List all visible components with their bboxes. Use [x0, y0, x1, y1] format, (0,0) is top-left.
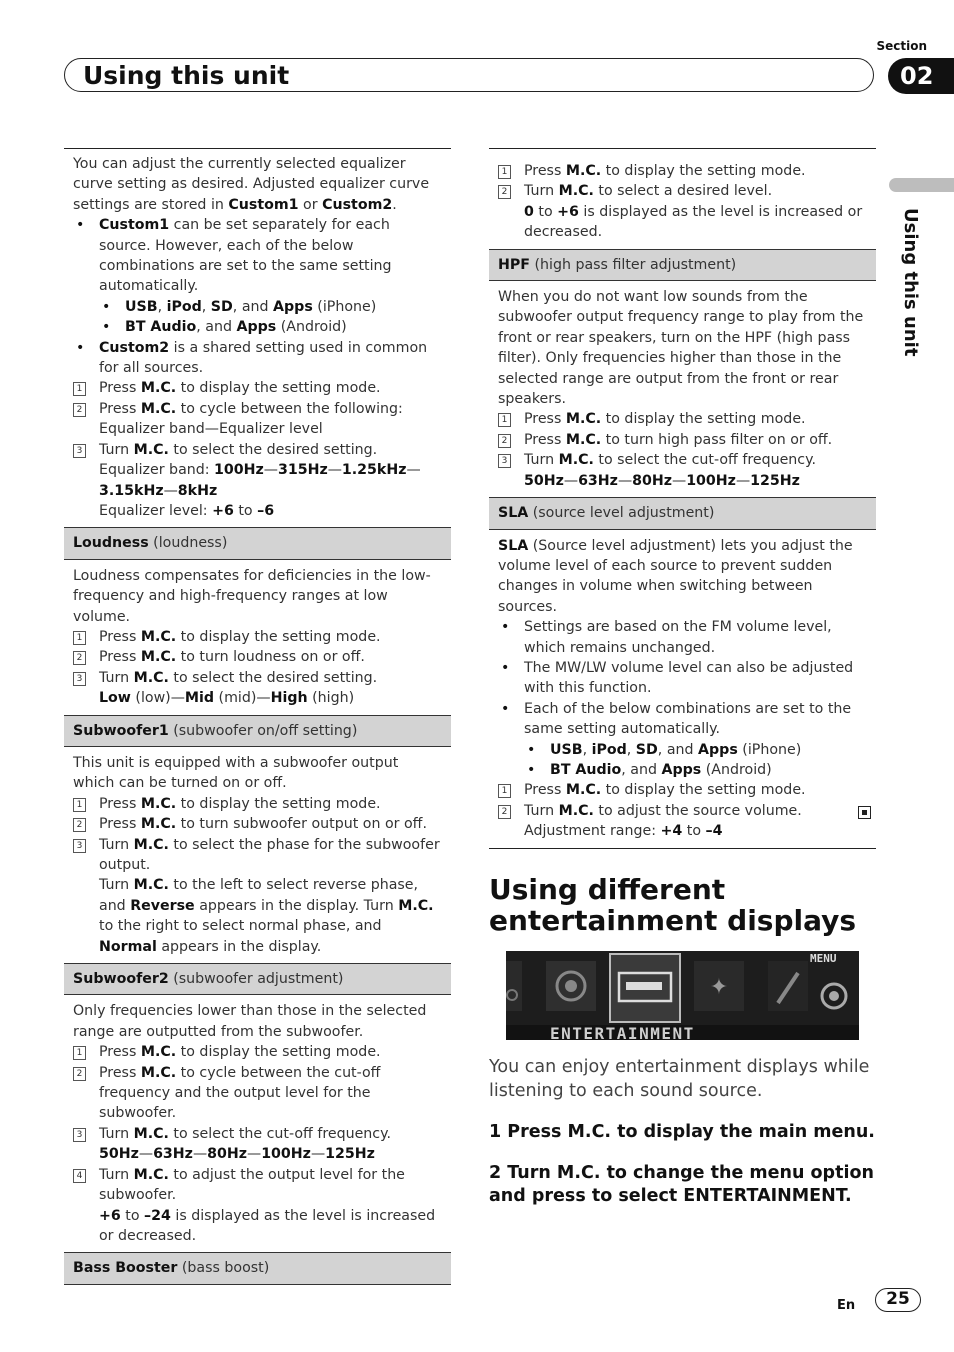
list-item: • BT Audio, and Apps (Android): [73, 317, 442, 337]
list-item: • The MW/LW volume level can also be adjusted with this function.: [498, 658, 867, 699]
step-item: 1 Press M.C. to display the setting mode.: [73, 627, 442, 647]
step-item: 1 Press M.C. to display the setting mode.: [73, 794, 442, 814]
eq-level-values: Equalizer level: +6 to –6: [99, 502, 275, 519]
hpf-header: HPF (high pass filter adjustment): [489, 249, 876, 281]
step-item: 2 Press M.C. to turn high pass filter on or off.: [498, 430, 867, 450]
screen-menu-label: MENU: [810, 952, 837, 965]
step-item: 4 Turn M.C. to adjust the output level for the subwoofer.: [73, 1165, 442, 1206]
subwoofer2-freqs: 50Hz—63Hz—80Hz—100Hz—125Hz: [99, 1146, 375, 1163]
step-item: 3 Turn M.C. to select the phase for the subwoofer output.: [73, 835, 442, 876]
page-title-bar: [64, 58, 874, 92]
bass-booster-level: 0 to +6 is displayed as the level is increased or decreased.: [524, 203, 863, 241]
step-2-heading: 2 Turn M.C. to change the menu option and press to select ENTERTAINMENT.: [489, 1163, 874, 1206]
loudness-desc: Loudness compensates for deficiencies in the low-frequency and high-frequency ranges at low volume.: [73, 567, 431, 625]
step-1-heading: 1 Press M.C. to display the main menu.: [489, 1122, 875, 1142]
right-column: [489, 148, 876, 849]
subwoofer1-header: Subwoofer1 (subwoofer on/off setting): [64, 715, 451, 747]
step-item: 1 Press M.C. to display the setting mode.: [73, 1042, 442, 1062]
eq-intro: You can adjust the currently selected equalizer curve setting as desired. Adjusted equalizer curve settings are stored in Custom1 or Custom2.: [73, 156, 430, 213]
entertainment-menu-icons: [506, 951, 859, 1040]
hpf-desc: When you do not want low sounds from the subwoofer output frequency range to play from the front or rear speakers, turn on the HPF (high pass filter). Only frequencies higher than those in the selected range are output from the front or rear speakers.: [498, 289, 864, 408]
list-item: • Each of the below combinations are set to the same setting automatically.: [498, 699, 867, 740]
subwoofer1-desc: This unit is equipped with a subwoofer output which can be turned on or off.: [73, 754, 399, 792]
step-item: 1 Press M.C. to display the setting mode.: [498, 161, 867, 181]
list-item: • USB, iPod, SD, and Apps (iPhone): [498, 740, 867, 760]
entertainment-intro: You can enjoy entertainment displays while listening to each sound source.: [489, 1057, 870, 1101]
subwoofer2-desc: Only frequencies lower than those in the selected range are outputted from the subwoofer.: [73, 1003, 427, 1040]
sla-range: Adjustment range: +4 to –4: [524, 823, 723, 840]
step-item: 2 Press M.C. to turn subwoofer output on or off.: [73, 814, 442, 834]
language-label: En: [837, 1298, 856, 1313]
page-title: Using this unit: [83, 61, 290, 90]
loudness-header: Loudness (loudness): [64, 527, 451, 559]
eq-cycle-text: Equalizer band—Equalizer level: [99, 421, 323, 438]
bass-booster-header: Bass Booster (bass boost): [64, 1252, 451, 1284]
end-of-section-icon: [858, 806, 871, 819]
screen-entertainment-label: ENTERTAINMENT: [550, 1024, 695, 1040]
page-number: 25: [875, 1288, 921, 1312]
hpf-freqs: 50Hz—63Hz—80Hz—100Hz—125Hz: [524, 472, 800, 489]
subwoofer2-level: +6 to –24 is displayed as the level is increased or decreased.: [99, 1207, 436, 1244]
subwoofer1-note: Turn M.C. to the left to select reverse phase, and Reverse appears in the display. Turn M.C. to the right to select normal phase, and Normal appears in the display.: [99, 877, 434, 955]
step-item: 2 Turn M.C. to select a desired level.: [498, 181, 867, 201]
step-item: 2 Press M.C. to turn loudness on or off.: [73, 647, 442, 667]
entertainment-screen-image: [506, 951, 859, 1040]
sla-desc: SLA (Source level adjustment) lets you adjust the volume level of each source to prevent sudden changes in volume when switching between sources.: [498, 537, 853, 615]
section-label: Section: [876, 39, 927, 53]
subwoofer2-header: Subwoofer2 (subwoofer adjustment): [64, 963, 451, 995]
step-item: 1 Press M.C. to display the setting mode.: [73, 378, 442, 398]
section-heading: Using different entertainment displays: [489, 873, 857, 937]
list-item: • BT Audio, and Apps (Android): [498, 760, 867, 780]
svg-text:✦: ✦: [709, 975, 729, 1000]
left-column: [64, 148, 451, 1285]
step-item: 3 Turn M.C. to select the cut-off frequency.: [73, 1124, 442, 1144]
list-item: • Settings are based on the FM volume level, which remains unchanged.: [498, 617, 867, 658]
side-tab-marker: [889, 178, 954, 192]
sla-header: SLA (source level adjustment): [489, 497, 876, 529]
section-number-badge: 02: [888, 58, 954, 94]
step-item: 3 Turn M.C. to select the cut-off frequency.: [498, 450, 867, 470]
step-item: 3 Turn M.C. to select the desired setting.: [73, 668, 442, 688]
eq-band-values: Equalizer band: 100Hz—315Hz—1.25kHz—3.15kHz—8kHz: [99, 462, 421, 499]
list-item: • USB, iPod, SD, and Apps (iPhone): [73, 297, 442, 317]
step-item: 2 Turn M.C. to adjust the source volume.: [498, 801, 867, 821]
side-tab-label: Using this unit: [900, 208, 921, 357]
loudness-values: Low (low)—Mid (mid)—High (high): [99, 690, 355, 707]
step-item: 3 Turn M.C. to select the desired setting.: [73, 440, 442, 460]
step-item: 2 Press M.C. to cycle between the cut-off frequency and the output level for the subwoofer.: [73, 1063, 442, 1124]
step-item: 2 Press M.C. to cycle between the following:: [73, 399, 442, 419]
step-item: 1 Press M.C. to display the setting mode.: [498, 780, 867, 800]
list-item: • Custom1 can be set separately for each source. However, each of the below combinations are set to the same setting automatically.: [73, 215, 442, 297]
step-item: 1 Press M.C. to display the setting mode.: [498, 409, 867, 429]
list-item: • Custom2 is a shared setting used in common for all sources.: [73, 338, 442, 379]
